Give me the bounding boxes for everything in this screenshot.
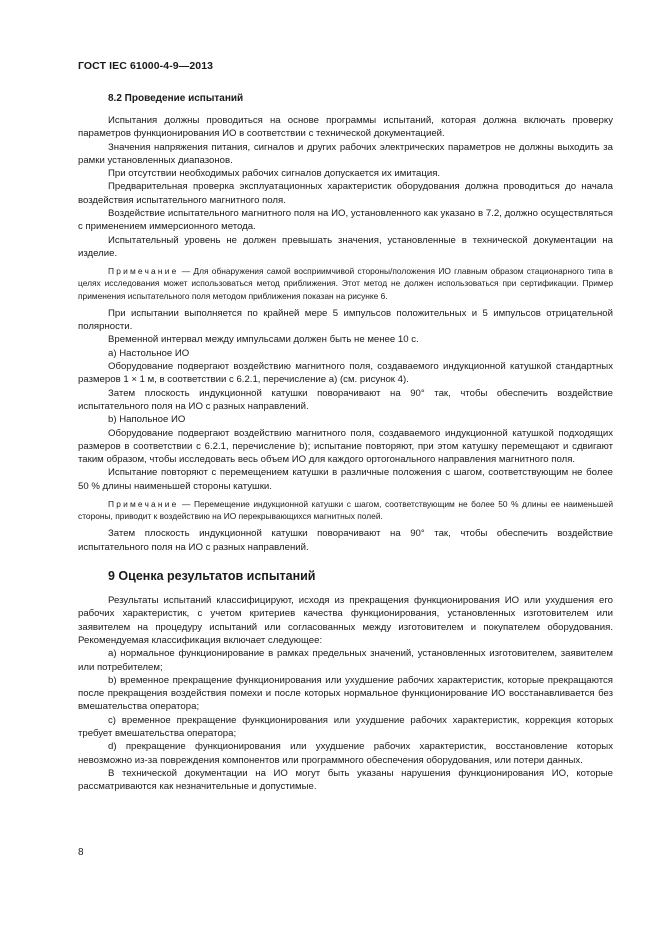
list-item: а) нормальное функционирование в рамках предельных значений, установленных изготовителем, заявителем или потребителем; [78,648,613,673]
paragraph: В технической документации на ИО могут быть указаны нарушения функционирования ИО, которые рассматриваются как незначительные и допустимые. [78,767,613,793]
list-item: с) временное прекращение функционирования или ухудшение рабочих характеристик, коррекция которых требует вмешательства оператора; [78,714,613,739]
section-9-title: 9 Оценка результатов испытаний [108,569,316,584]
paragraph: Результаты испытаний классифицируют, исходя из прекращения функционирования ИО или ухудшения его рабочих характеристик, с учетом критериев качества функционирования, установленных изготовителем или заявителем на процедуру испытаний или согласованных между изготовителем и покупателем оборудования. Рекомендуемая классификация включает следующее: [78,595,613,646]
list-item: d) прекращение функционирования или ухудшение рабочих характеристик, восстановление которых невозможно из-за повреждения компонентов или программного обеспечения оборудования, или потери данных. [78,741,613,766]
paragraph: Временной интервал между импульсами должен быть не менее 10 с. [108,334,419,346]
note-text: — Перемещение индукционной катушки с шагом, соответствующим не более 50 % длины ее наименьшей стороны, приводит к воздействию на ИО перекрывающихся магнитных полей. [78,499,613,522]
note-label: Примечание [108,266,179,277]
paragraph: Испытательный уровень не должен превышать значения, установленные в технической документации на изделие. [78,234,613,259]
list-item: b) временное прекращение функционирования или ухудшение рабочих характеристик, которые прекращаются после прекращения воздействия помехи и после которых нормальное функционирование ИО восстанавливается без вмешательства оператора; [78,674,613,713]
paragraph: Затем плоскость индукционной катушки поворачивают на 90° так, чтобы обеспечить воздействие испытательного поля на ИО с разных направлений. [78,528,613,553]
paragraph: Испытания должны проводиться на основе программы испытаний, которая должна включать проверку параметров функционирования ИО в соответствии с технической документацией. [78,115,613,140]
paragraph: Оборудование подвергают воздействию магнитного поля, создаваемого индукционной катушкой стандартных размеров 1 × 1 м, в соответствии с 6.2.1, перечисление а) (см. рисунок 4). [78,361,613,386]
paragraph: Предварительная проверка эксплуатационных характеристик оборудования должна проводиться до начала воздействия испытательного магнитного поля. [78,181,613,206]
note-2 [78,498,613,522]
section-8-2-title: 8.2 Проведение испытаний [108,93,244,104]
document-body [78,92,613,793]
paragraph: а) Настольное ИО [108,347,190,359]
page-number: 8 [78,847,84,858]
note-text: — Для обнаружения самой восприимчивой стороны/положения ИО главным образом стационарного типа в целях исследования может использоваться метод приближения. Этот метод не должен использоваться при сертификации. Пример применения испытательного поля методом приближения показан на рисунке 6. [78,266,613,301]
paragraph: Значения напряжения питания, сигналов и других рабочих электрических параметров не должны выходить за рамки установленных диапазонов. [78,141,613,166]
paragraph: Затем плоскость индукционной катушки поворачивают на 90° так, чтобы обеспечить воздействие испытательного поля на ИО с разных направлений. [78,387,613,412]
paragraph: Оборудование подвергают воздействию магнитного поля, создаваемого индукционной катушкой подходящих размеров в соответствии с 6.2.1, перечисление b); испытание повторяют, при этом катушку перемещают и сдвигают таким образом, чтобы исследовать весь объем ИО для каждого ортогонального направления магнитного поля. [78,427,613,466]
paragraph: При отсутствии необходимых рабочих сигналов допускается их имитация. [108,168,441,180]
note-1 [78,265,613,302]
paragraph: b) Напольное ИО [108,414,186,426]
note-label: Примечание [108,499,179,510]
paragraph: Воздействие испытательного магнитного поля на ИО, установленного как указано в 7.2, должно осуществляться с применением иммерсионного метода. [78,208,613,233]
paragraph: Испытание повторяют с перемещением катушки в различные положения с шагом, соответствующим не более 50 % длины наименьшей стороны катушки. [78,467,613,492]
paragraph: При испытании выполняется по крайней мере 5 импульсов положительных и 5 импульсов отрицательной полярности. [78,307,613,333]
document-header: ГОСТ IEC 61000-4-9—2013 [78,60,214,72]
